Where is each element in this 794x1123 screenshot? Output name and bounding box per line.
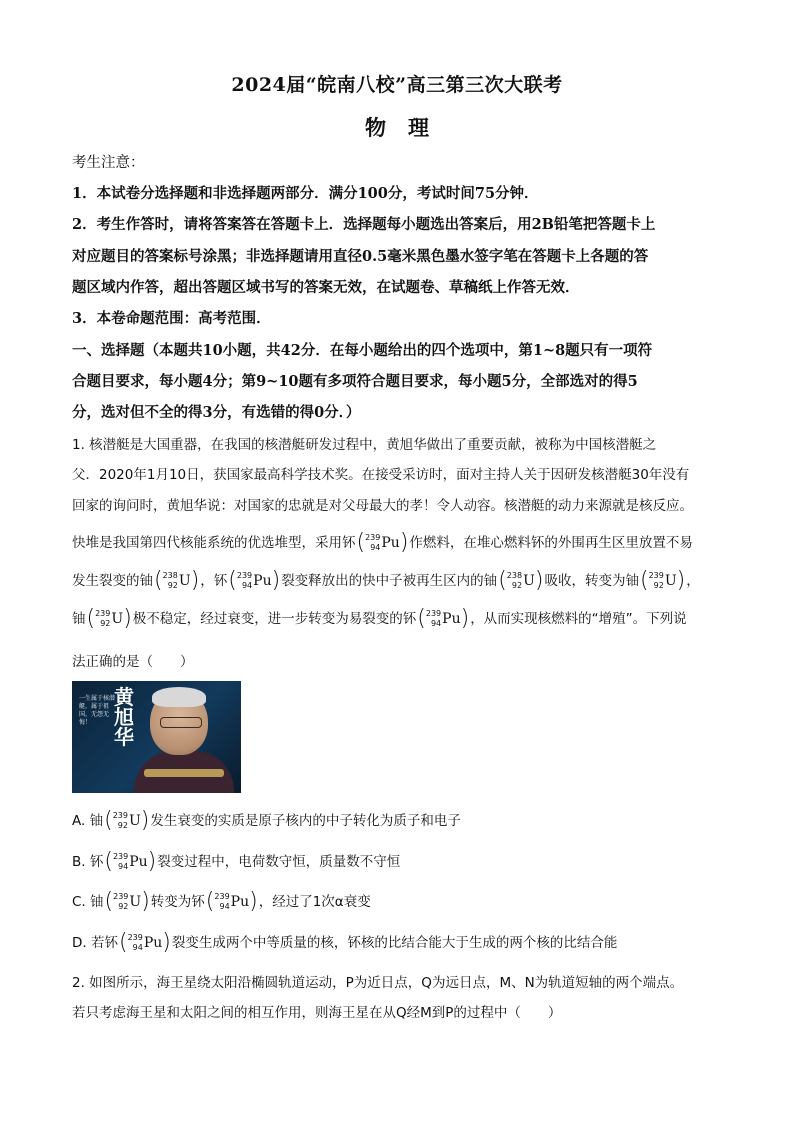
nuclide-u239: ( 239 92 U)	[86, 606, 132, 631]
q1-line-7: 法正确的是（ ）	[72, 654, 194, 670]
q1-line-4-text-b: 作燃料，在堆心燃料钚的外围再生区里放置不易	[409, 535, 693, 551]
nuclide-u238: ( 238 92 U)	[498, 568, 544, 593]
q2-line-2: 若只考虑海王星和太阳之间的相互作用，则海王星在从Q经M到P的过程中（ ）	[72, 1005, 562, 1021]
nuclide-u239: ( 239 92 U)	[104, 808, 150, 833]
option-a: A. 铀( 239 92 U)发生衰变的实质是原子核内的中子转化为质子和电子	[72, 808, 461, 833]
notice-item-2: 2．考生作答时，请将答案答在答题卡上．选择题每小题选出答案后，用2B铅笔把答题卡上	[72, 216, 656, 233]
section-heading-2: 合题目要求，每小题4分；第9~10题有多项符合题目要求，每小题5分，全部选对的得5	[72, 373, 638, 390]
nuclide-pu239: ( 239 94 Pu)	[417, 606, 470, 631]
nuclide-pu239: ( 239 94 Pu)	[118, 930, 171, 955]
q1-line-4-text-a: 快堆是我国第四代核能系统的优选堆型，采用钚	[72, 535, 356, 551]
notice-item-1: 1．本试卷分选择题和非选择题两部分．满分100分，考试时间75分钟．	[72, 185, 539, 202]
section-heading-1: 一、选择题（本题共10小题，共42分．在每小题给出的四个选项中，第1~8题只有一项符	[72, 342, 653, 359]
notice-item-2-cont: 对应题目的答案标号涂黑；非选择题请用直径0.5毫米黑色墨水签字笔在答题卡上各题的答	[72, 248, 649, 265]
portrait-hair	[152, 687, 206, 707]
nuclide-u238: ( 238 92 U)	[154, 568, 200, 593]
notice-item-3: 3．本卷命题范围：高考范围．	[72, 310, 271, 327]
option-c: C. 铀( 239 92 U)转变为钚( 239 94 Pu)，经过了1次α衰变	[72, 889, 371, 914]
nuclide-pu239: ( 239 94 Pu)	[104, 849, 157, 874]
nuclide-u239: ( 239 92 U)	[639, 568, 686, 593]
submarine-model	[144, 769, 224, 777]
q1-line-6: 铀( 239 92 U)极不稳定，经过衰变，进一步转变为易裂变的钚( 239 94 Pu)，从而实现核燃料的“增殖”。下列说	[72, 606, 687, 631]
subject-title: 物理	[365, 115, 451, 140]
nuclide-pu239: ( 239 94 Pu)	[205, 889, 258, 914]
q1-line-1: 1. 核潜艇是大国重器，在我国的核潜艇研发过程中，黄旭华做出了重要贡献，被称为中国核潜艇之	[72, 437, 657, 453]
nuclide-pu239: ( 239 94 Pu)	[228, 568, 281, 593]
q2-line-1: 2. 如图所示，海王星绕太阳沿椭圆轨道运动，P为近日点，Q为远日点，M、N为轨道短轴的两个端点。	[72, 975, 684, 991]
q1-line-4	[72, 531, 732, 554]
section-heading-3: 分，选对但不全的得3分，有选错的得0分．）	[72, 404, 361, 421]
q1-line-2: 父．2020年1月10日，获国家最高科学技术奖。在接受采访时，面对主持人关于因研发核潜艇30年没有	[72, 467, 690, 483]
notice-item-2-cont2: 题区域内作答，超出答题区域书写的答案无效，在试题卷、草稿纸上作答无效．	[72, 279, 580, 296]
nuclide-u239: ( 239 92 U)	[104, 889, 150, 914]
photo-quote: 一生属于核潜艇，属于祖国，无怨无悔！	[79, 695, 116, 726]
notice-heading: 考生注意：	[72, 155, 145, 171]
exam-title: 2024届“皖南八校”高三第三次大联考	[231, 74, 563, 96]
photo-name: 黄旭华	[114, 685, 134, 749]
q1-line-5: 发生裂变的铀( 238 92 U)，钚( 239 94 Pu)裂变释放出的快中子被再生区内的铀( 238 92 U)吸收，转变为铀( 239 92 U)，	[72, 568, 700, 593]
option-d: D. 若钚( 239 94 Pu)裂变生成两个中等质量的核，钚核的比结合能大于生成的两个核的比结合能	[72, 930, 618, 955]
option-b: B. 钚( 239 94 Pu)裂变过程中，电荷数守恒，质量数不守恒	[72, 849, 401, 874]
huang-xuhua-photo	[72, 681, 241, 793]
q1-line-3: 回家的询问时，黄旭华说：对国家的忠就是对父母最大的孝！令人动容。核潜艇的动力来源就是核反应。	[72, 498, 693, 514]
portrait-glasses	[160, 717, 202, 728]
nuclide-pu239: ( 239 94 Pu)	[356, 530, 409, 555]
